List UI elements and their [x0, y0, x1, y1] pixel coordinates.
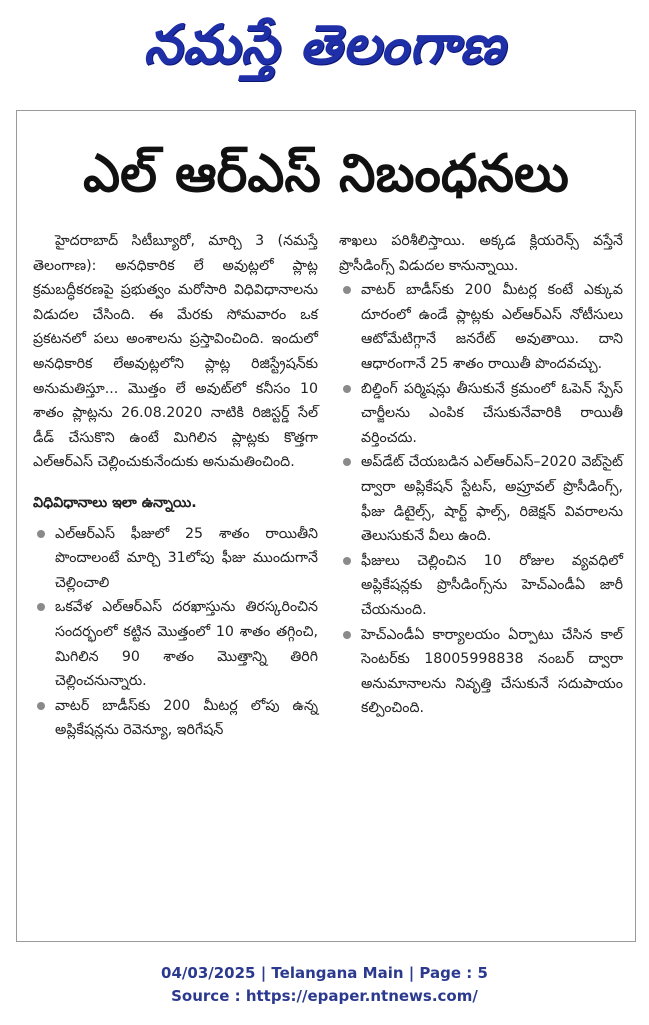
list-item-text: వాటర్ బాడీస్‌కు 200 మీటర్ల లోపు ఉన్న అప్లికేషన్లను రెవెన్యూ, ఇరిగేషన్	[55, 697, 318, 739]
article-clipping	[16, 110, 636, 942]
edition-date-page: 04/03/2025 | Telangana Main | Page : 5	[161, 964, 488, 982]
list-item-text: హెచ్ఎండీఏ కార్యాలయం ఏర్పాటు చేసిన కాల్ సెంటర్‌కు 18005998838 నంబర్ ద్వారా అనుమానాలను నివృత్తి చేసుకునే సదుపాయం కల్పించింది.	[361, 626, 623, 717]
bullet-icon	[343, 458, 351, 466]
guidelines-subheading: విధివిధానాలు ఇలా ఉన్నాయి.	[33, 494, 197, 511]
source-link[interactable]: Source : https://epaper.ntnews.com/	[171, 987, 478, 1005]
list-item	[33, 595, 318, 693]
list-item-text: ఫీజులు చెల్లించిన 10 రోజుల వ్యవధిలో అప్లికేషన్లకు ప్రొసీడింగ్స్‌ను హెచ్ఎండీఏ జారీ చేయనుంది.	[361, 552, 623, 618]
bullet-icon	[343, 557, 351, 565]
guidelines-list-right	[339, 278, 623, 721]
list-item-text: ఎల్ఆర్ఎస్ ఫీజులో 25 శాతం రాయితీని పొందాలంటే మార్చి 31లోపు ఫీజు ముందుగానే చెల్లించాలి	[55, 525, 318, 591]
newspaper-masthead: నమస్తే తెలంగాణ	[143, 13, 506, 76]
bullet-icon	[37, 603, 45, 611]
bullet-icon	[343, 385, 351, 393]
list-item	[339, 278, 623, 376]
bullet-icon	[343, 631, 351, 639]
article-column-right	[339, 229, 623, 721]
list-item	[33, 694, 318, 743]
bullet-icon	[37, 530, 45, 538]
bullet-icon	[343, 286, 351, 294]
continued-paragraph: శాఖలు పరిశీలిస్తాయి. అక్కడ క్లియరెన్స్ వస్తేనే ప్రొసీడింగ్స్ విడుదల కానున్నాయి.	[339, 233, 623, 274]
list-item-text: అప్‌డేట్ చేయబడిన ఎల్ఆర్ఎస్–2020 వెబ్‌సైట్ ద్వారా అప్లికేషన్ స్టేటస్, అప్రూవల్ ప్రొసీడింగ్స్, ఫీజు డిటైల్స్, షార్ట్ ఫాల్స్, రిజెక్షన్ వివరాలను తెలుసుకునే వీలు ఉంది.	[361, 454, 623, 545]
list-item-text: ఒకవేళ ఎల్ఆర్ఎస్ దరఖాస్తును తిరస్కరించిన సందర్భంలో కట్టిన మొత్తంలో 10 శాతం తగ్గించి, మిగిలిన 90 శాతం మొత్తాన్ని తిరిగి చెల్లించనున్నారు.	[55, 599, 318, 690]
bullet-icon	[37, 702, 45, 710]
list-item-text: వాటర్ బాడీస్‌కు 200 మీటర్ల కంటే ఎక్కువ దూరంలో ఉండే ప్లాట్లకు ఎల్ఆర్ఎస్ నోటీసులు ఆటోమేటిగ్గానే జనరేట్ అవుతాయి. దాని ఆధారంగానే 25 శాతం రాయితీ పొందవచ్చు.	[361, 282, 623, 372]
article-headline: ఎల్ ఆర్ఎస్ నిబంధనలు	[83, 144, 569, 204]
list-item	[339, 377, 623, 451]
list-item	[339, 623, 623, 721]
list-item	[33, 522, 318, 596]
list-item	[339, 450, 623, 548]
guidelines-list-left	[33, 522, 318, 743]
list-item-text: బిల్డింగ్ పర్మిషన్లు తీసుకునే క్రమంలో ఓపెన్ స్పేస్ చార్జీలను ఎంపిక చేసుకునేవారికి రాయితీ వర్తించదు.	[361, 380, 623, 446]
article-column-left	[33, 229, 318, 743]
article-intro-paragraph: హైదరాబాద్ సిటీబ్యూరో, మార్చి 3 (నమస్తే తెలంగాణ): అనధికారిక లే అవుట్లలో ప్లాట్ల క్రమబద్ధీకరణపై ప్రభుత్వం మరోసారి విధివిధానాలను విడుదల చేసింది. ఈ మేరకు సోమవారం ఒక ప్రకటనలో పలు అంశాలను ప్రస్తావించింది. ఇందులో అనధికారిక లేఅవుట్లలోని ప్లాట్ల రిజిస్ట్రేషన్‌కు అనుమతిస్తూ... మొత్తం లే అవుట్‌లో కనీసం 10 శాతం ప్లాట్లను 26.08.2020 నాటికి రిజిస్టర్డ్ సేల్ డీడ్ చేసుకొని ఉంటే మిగిలిన ప్లాట్లకు కొత్తగా ఎల్ఆర్ఎస్ చెల్లించుకునేందుకు అనుమతించింది.	[33, 233, 318, 471]
list-item	[339, 549, 623, 623]
